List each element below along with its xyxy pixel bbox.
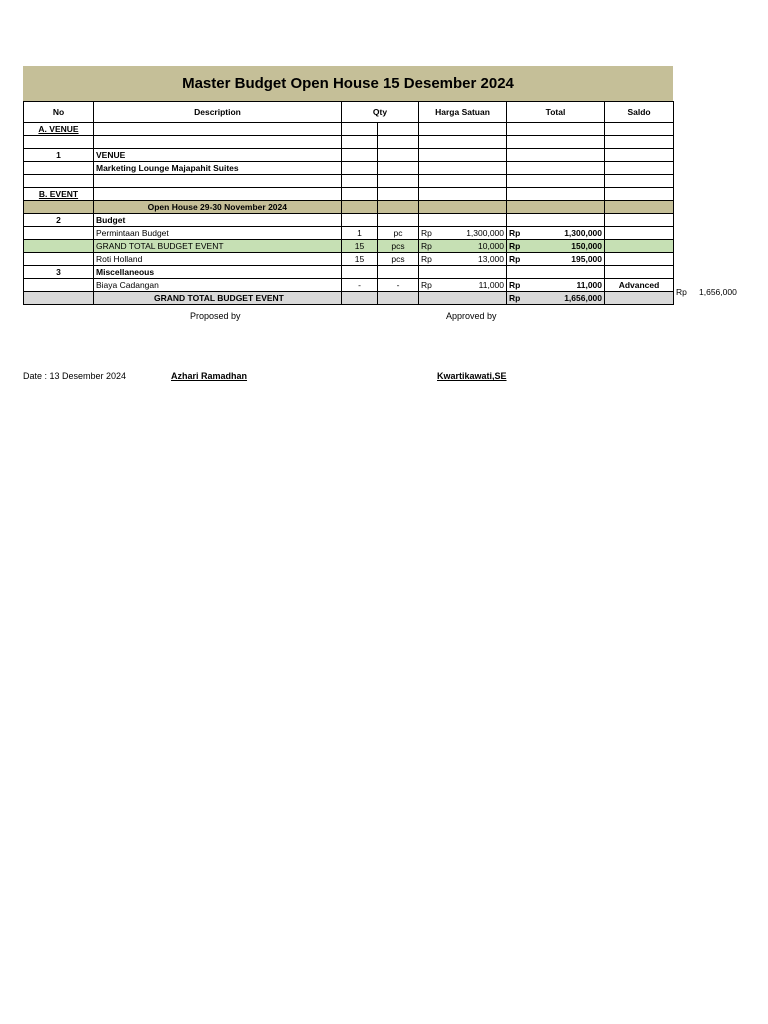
item-harga-rp: Rp [421,254,432,264]
grand-total-rp: Rp [509,293,521,303]
header-qty: Qty [342,102,419,123]
venue-no: 1 [24,149,94,162]
item-harga: 1,300,000 [466,228,505,238]
item-harga-rp: Rp [421,241,432,251]
item-total-rp: Rp [509,241,521,251]
line-item [24,279,674,292]
item-saldo: Advanced [605,279,674,292]
line-item [24,253,674,266]
item-total: 150,000 [571,241,603,251]
item-desc: GRAND TOTAL BUDGET EVENT [94,240,342,253]
approved-by-label: Approved by [446,311,497,321]
item-qty: 1 [342,227,378,240]
item-total: 195,000 [571,254,603,264]
item-desc: Roti Holland [94,253,342,266]
header-saldo: Saldo [605,102,674,123]
line-item [24,240,674,253]
budget-no: 2 [24,214,94,227]
item-harga-rp: Rp [421,280,432,290]
section-venue-label: A. VENUE [24,123,94,136]
item-unit: - [378,279,419,292]
item-unit: pcs [378,253,419,266]
budget-title: Budget [94,214,342,227]
grand-total-row [24,292,674,305]
item-unit: pcs [378,240,419,253]
section-event [24,188,674,201]
item-total-rp: Rp [509,228,521,238]
budget-table [23,101,674,305]
item-saldo [605,240,674,253]
item-harga: 11,000 [478,280,505,290]
signature-date: Date : 13 Desember 2024 [23,371,127,381]
table-header [24,102,674,123]
header-description: Description [94,102,342,123]
item-total: 11,000 [576,280,603,290]
venue-place: Marketing Lounge Majapahit Suites [94,162,342,175]
venue-title: VENUE [94,149,342,162]
outside-total-rp: Rp [676,287,687,297]
item-qty: 15 [342,253,378,266]
budget-sheet [23,66,673,305]
venue-place-row [24,162,674,175]
proposed-by-label: Proposed by [190,311,241,321]
item-desc: Biaya Cadangan [94,279,342,292]
event-sub-title: Open House 29-30 November 2024 [94,201,342,214]
grand-total-label: GRAND TOTAL BUDGET EVENT [94,292,342,305]
item-harga: 10,000 [478,241,505,251]
misc-title: Miscellaneous [94,266,342,279]
item-saldo [605,253,674,266]
section-venue [24,123,674,136]
line-item [24,227,674,240]
header-harga: Harga Satuan [419,102,507,123]
venue-row [24,149,674,162]
item-unit: pc [378,227,419,240]
event-sub-row [24,201,674,214]
section-event-label: B. EVENT [24,188,94,201]
item-qty: 15 [342,240,378,253]
proposer-name: Azhari Ramadhan [171,371,248,381]
item-harga-rp: Rp [421,228,432,238]
header-total: Total [507,102,605,123]
budget-row [24,214,674,227]
item-desc: Permintaan Budget [94,227,342,240]
item-total-rp: Rp [509,254,521,264]
item-total-rp: Rp [509,280,521,290]
misc-no: 3 [24,266,94,279]
sheet-title: Master Budget Open House 15 Desember 2024 [23,66,673,101]
outside-total-value: 1,656,000 [699,287,737,297]
item-qty: - [342,279,378,292]
item-saldo [605,227,674,240]
item-total: 1,300,000 [564,228,603,238]
grand-total-value: 1,656,000 [564,293,603,303]
misc-row [24,266,674,279]
header-no: No [24,102,94,123]
item-harga: 13,000 [478,254,505,264]
approver-name: Kwartikawati,SE [437,371,507,381]
